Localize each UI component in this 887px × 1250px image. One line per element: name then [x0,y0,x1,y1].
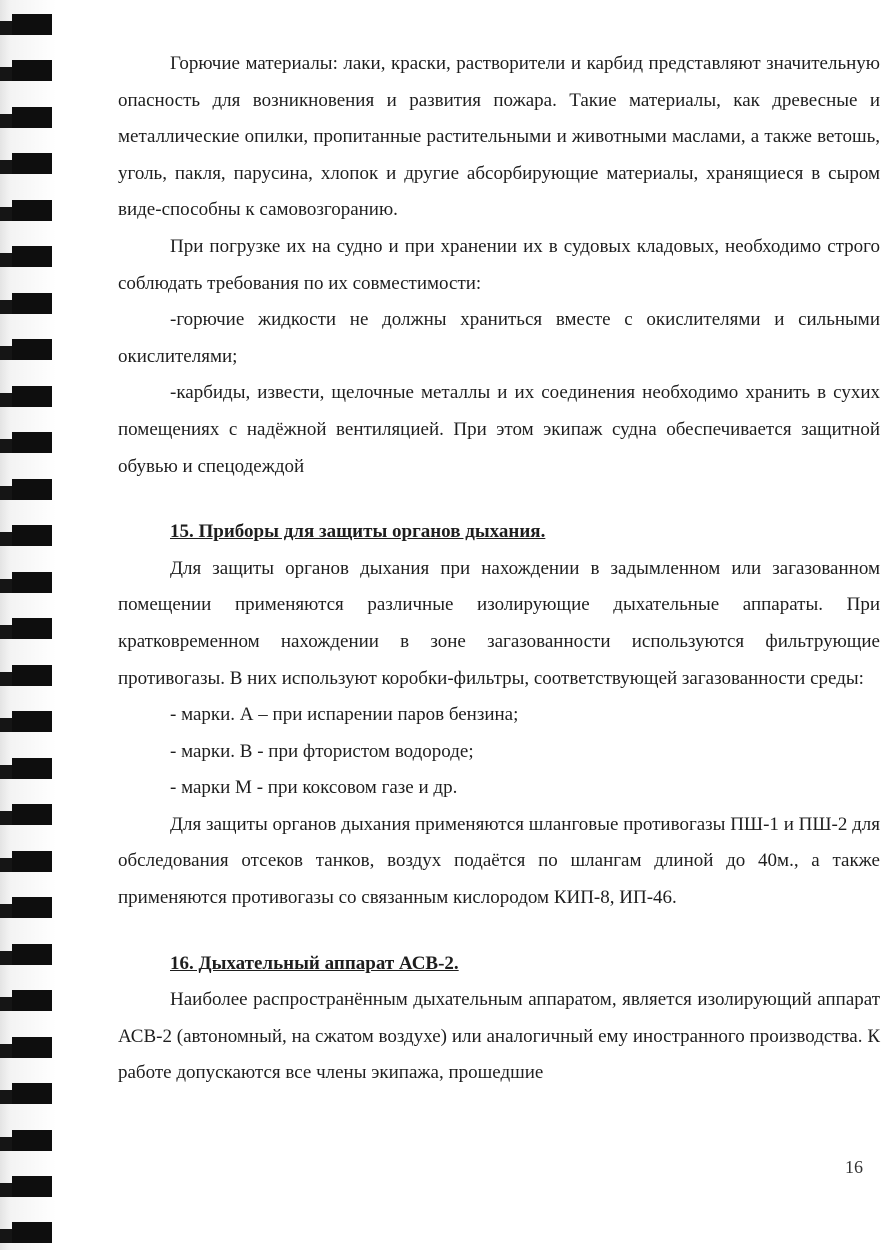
binding-tab [12,525,52,546]
section-heading: 15. Приборы для защиты органов дыхания. [170,521,546,543]
binding-tab [12,14,52,35]
spiral-binding [0,0,56,1250]
binding-tab [12,804,52,825]
binding-tab [12,944,52,965]
binding-tab [12,1130,52,1151]
binding-tab [12,1083,52,1104]
binding-tab [12,246,52,267]
binding-tab [12,711,52,732]
binding-tab [12,432,52,453]
binding-tab [12,200,52,221]
binding-tab [12,665,52,686]
binding-tab [12,293,52,314]
binding-tab [12,60,52,81]
paragraph: При погрузке их на судно и при хранении их в судовых кладовых, необходимо строго соблюдать требования по их совместимости: [118,235,880,294]
paragraph: Для защиты органов дыхания при нахождении в задымленном или загазованном помещении применяются различные изолирующие дыхательные аппараты. При кратковременном нахождении в зоне загазованности используются фильтрующие противогазы. В них используют коробки-фильтры, соответствующей загазованности среды: [118,557,880,689]
list-item: - марки. А – при испарении паров бензина; [170,704,519,726]
page-body [118,46,880,1092]
binding-tab [12,990,52,1011]
list-item: - марки. В - при фтористом водороде; [170,740,474,762]
binding-tab [12,107,52,128]
list-item: - марки М - при коксовом газе и др. [170,777,458,799]
binding-tab [12,1222,52,1243]
binding-tab [12,1176,52,1197]
binding-tab [12,758,52,779]
paragraph: Горючие материалы: лаки, краски, растворители и карбид представляют значительную опасность для возникновения и развития пожара. Такие материалы, как древесные и металлические опилки, пропитанные растительными и животными маслами, а также ветошь, уголь, пакля, парусина, хлопок и другие абсорбирующие материалы, хранящиеся в сыром виде-способны к самовозгоранию. [118,53,880,221]
binding-tab [12,897,52,918]
binding-tab [12,572,52,593]
binding-tab [12,851,52,872]
binding-tab [12,618,52,639]
binding-tab [12,386,52,407]
binding-tab [12,479,52,500]
paragraph: Для защиты органов дыхания применяются шланговые противогазы ПШ-1 и ПШ-2 для обследования отсеков танков, воздух подаётся по шлангам длиной до 40м., а также применяются противогазы со связанным кислородом КИП-8, ИП-46. [118,813,880,909]
binding-tab [12,153,52,174]
page-number: 16 [845,1157,863,1177]
paragraph: -карбиды, извести, щелочные металлы и их соединения необходимо хранить в сухих помещениях с надёжной вентиляцией. При этом экипаж судна обеспечивается защитной обувью и спецодеждой [118,382,880,477]
paragraph: -горючие жидкости не должны храниться вместе с окислителями и сильными окислителями; [118,309,880,367]
paragraph: Наиболее распространённым дыхательным аппаратом, является изолирующий аппарат АСВ-2 (автономный, на сжатом воздухе) или аналогичный ему иностранного производства. К работе допускаются все члены экипажа, прошедшие [118,989,880,1084]
section-heading: 16. Дыхательный аппарат АСВ-2. [170,952,459,974]
binding-tab [12,1037,52,1058]
binding-tab [12,339,52,360]
